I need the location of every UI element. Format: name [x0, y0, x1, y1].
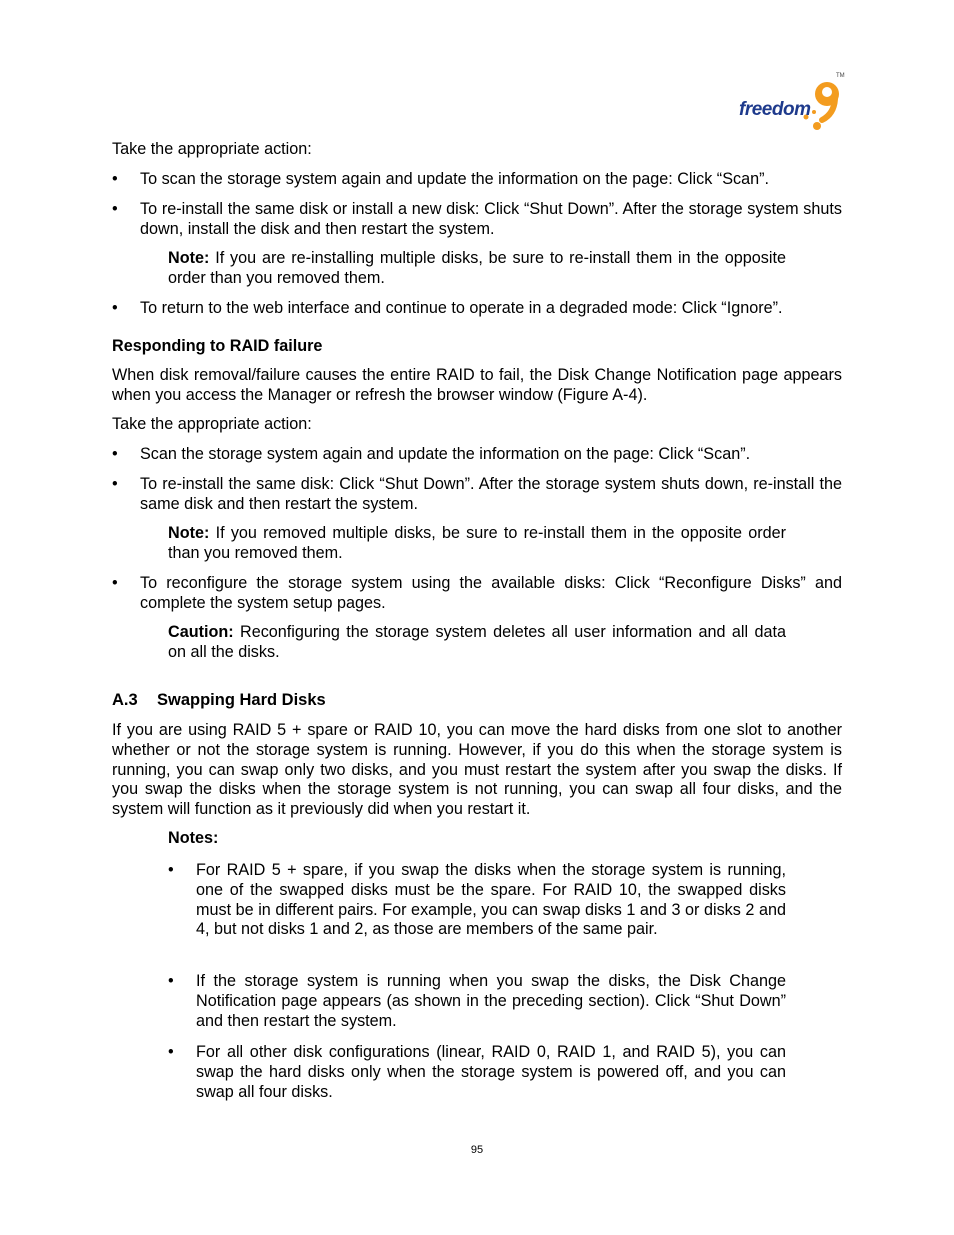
caution-text: Reconfiguring the storage system deletes all user information and all data on all the disks. [168, 623, 786, 661]
paragraph: If you are using RAID 5 + spare or RAID 10, you can move the hard disks from one slot to another whether or not the storage system is running. However, if you do this when the storage system is running, you can swap only two disks, and you must restart the system after you swap the disks. If you swap the disks when the storage system is not running, you can swap all four disks, and the system will function as it previously did when you restart it. [112, 721, 842, 819]
list-item: To re-install the same disk or install a new disk: Click “Shut Down”. After the storage system shuts down, install the disk and then restart the system. [140, 200, 842, 238]
note-label: Note: [168, 524, 210, 542]
note-text: If you removed multiple disks, be sure to re-install them in the opposite order than you removed them. [168, 524, 786, 562]
note-list-item: If the storage system is running when you swap the disks, the Disk Change Notification page appears (as shown in the preceding section). Click “Shut Down” and then restart the system. [196, 972, 786, 1030]
list-item: Scan the storage system again and update the information on the page: Click “Scan”. [140, 445, 751, 463]
section-number: A.3 [112, 691, 138, 709]
section-title: Swapping Hard Disks [157, 691, 326, 709]
bullet-glyph: • [112, 475, 118, 493]
intro-text: Take the appropriate action: [112, 140, 312, 158]
section-heading [112, 691, 326, 710]
note-list-item: For RAID 5 + spare, if you swap the disks when the storage system is running, one of the swapped disks must be the spare. For RAID 10, the swapped disks must be in different pairs. For example, you can swap disks 1 and 3 or disks 2 and 4, but not disks 1 and 2, as those are members of the same pair. [196, 861, 786, 939]
bullet-glyph: • [168, 861, 174, 879]
note-label: Note: [168, 249, 210, 267]
bullet-glyph: • [112, 170, 118, 188]
bullet-glyph: • [112, 200, 118, 218]
bullet-glyph: • [112, 574, 118, 592]
caution-label: Caution: [168, 623, 234, 641]
subsection-heading: Responding to RAID failure [112, 337, 323, 355]
bullet-glyph: • [112, 445, 118, 463]
logo-wordmark: freedom [739, 99, 811, 120]
bullet-glyph: • [168, 972, 174, 990]
list-item: To return to the web interface and continue to operate in a degraded mode: Click “Ignore”. [140, 299, 783, 317]
note-list-item: For all other disk configurations (linear, RAID 0, RAID 1, and RAID 5), you can swap the hard disks only when the storage system is powered off, and you can swap all four disks. [196, 1043, 786, 1101]
page-number: 95 [470, 1144, 484, 1156]
note-block [168, 524, 786, 564]
paragraph: When disk removal/failure causes the entire RAID to fail, the Disk Change Notification page appears when you access the Manager or refresh the browser window (Figure A-4). [112, 366, 842, 404]
intro-text: Take the appropriate action: [112, 415, 312, 433]
bullet-glyph: • [112, 299, 118, 317]
notes-label: Notes: [168, 829, 219, 847]
note-block [168, 249, 786, 289]
caution-block [168, 623, 786, 663]
logo-trademark: TM [836, 73, 845, 79]
freedom9-logo [736, 72, 846, 132]
note-text: If you are re-installing multiple disks, be sure to re-install them in the opposite order than you removed them. [168, 249, 786, 287]
list-item: To re-install the same disk: Click “Shut Down”. After the storage system shuts down, re-install the same disk and then restart the system. [140, 475, 842, 513]
list-item: To reconfigure the storage system using the available disks: Click “Reconfigure Disks” and complete the system setup pages. [140, 574, 842, 612]
list-item: To scan the storage system again and update the information on the page: Click “Scan”. [140, 170, 769, 188]
bullet-glyph: • [168, 1043, 174, 1061]
